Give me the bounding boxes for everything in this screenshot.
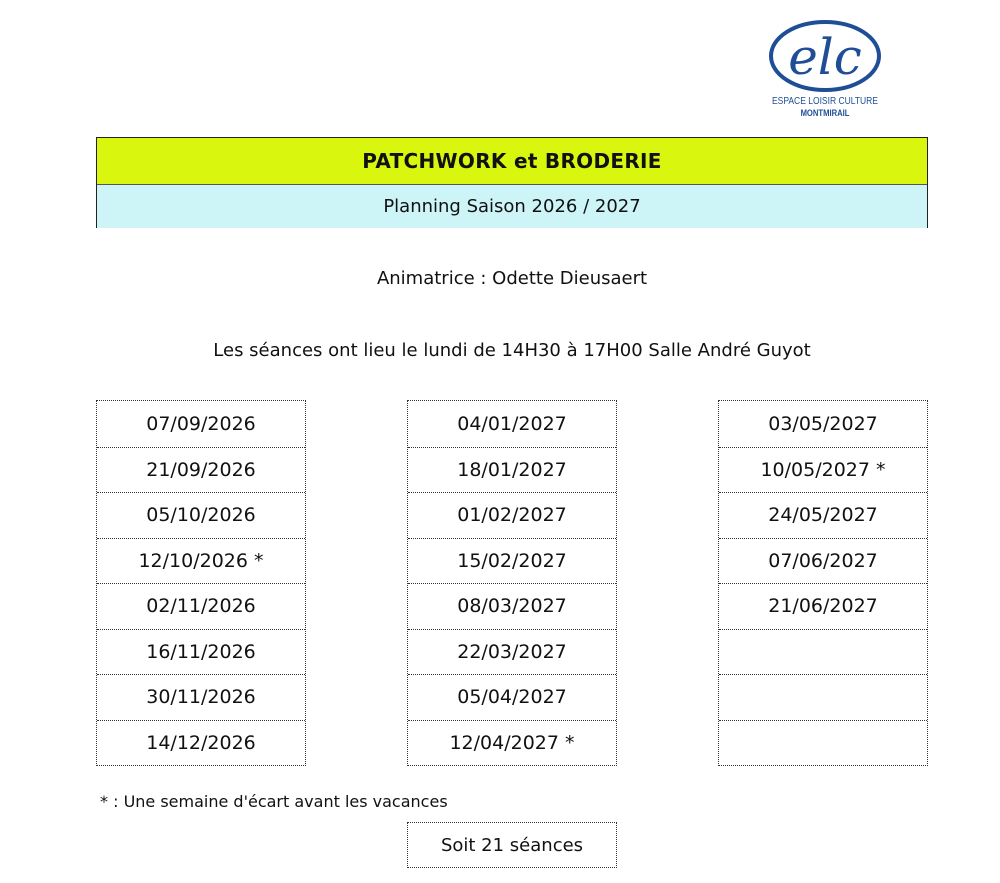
date-cell: 05/10/2026 [97,492,305,538]
date-cell: 05/04/2027 [408,674,616,720]
logo-line1: ESPACE LOISIR CULTURE [772,96,878,107]
date-cell: 30/11/2026 [97,674,305,720]
date-cell: 10/05/2027 * [719,447,927,493]
date-column-3 [718,400,928,766]
elc-logo-mark [760,18,890,98]
date-cell [719,720,927,766]
logo-line2: MONTMIRAIL [800,108,850,118]
svg-text:elc: elc [788,28,862,86]
footnote: * : Une semaine d'écart avant les vacances [100,792,448,811]
date-cell [719,629,927,675]
date-cell [719,674,927,720]
date-cell: 16/11/2026 [97,629,305,675]
date-cell: 24/05/2027 [719,492,927,538]
page-title: PATCHWORK et BRODERIE [97,138,927,185]
date-cell: 12/04/2027 * [408,720,616,766]
date-cell: 15/02/2027 [408,538,616,584]
elc-logo [760,18,890,123]
date-cell: 08/03/2027 [408,583,616,629]
schedule-info-text: Les séances ont lieu le lundi de 14H30 à 17H00 Salle André Guyot [213,340,811,361]
header-box [96,137,928,228]
date-column-1 [96,400,306,766]
date-cell: 04/01/2027 [457,412,567,435]
date-cell: 21/09/2026 [97,447,305,493]
date-cell: 12/10/2026 * [97,538,305,584]
page-subtitle: Planning Saison 2026 / 2027 [97,185,927,228]
date-cell: 21/06/2027 [719,583,927,629]
date-cell: 01/02/2027 [408,492,616,538]
date-cell: 07/09/2026 [146,412,256,435]
date-cell: 02/11/2026 [97,583,305,629]
date-cell: 03/05/2027 [768,412,878,435]
date-cell: 18/01/2027 [408,447,616,493]
animatrice-text: Animatrice : Odette Dieusaert [376,268,648,289]
date-column-2 [407,400,617,766]
total-sessions: Soit 21 séances [407,822,617,868]
date-cell: 07/06/2027 [719,538,927,584]
date-cell: 14/12/2026 [97,720,305,766]
date-cell: 22/03/2027 [408,629,616,675]
